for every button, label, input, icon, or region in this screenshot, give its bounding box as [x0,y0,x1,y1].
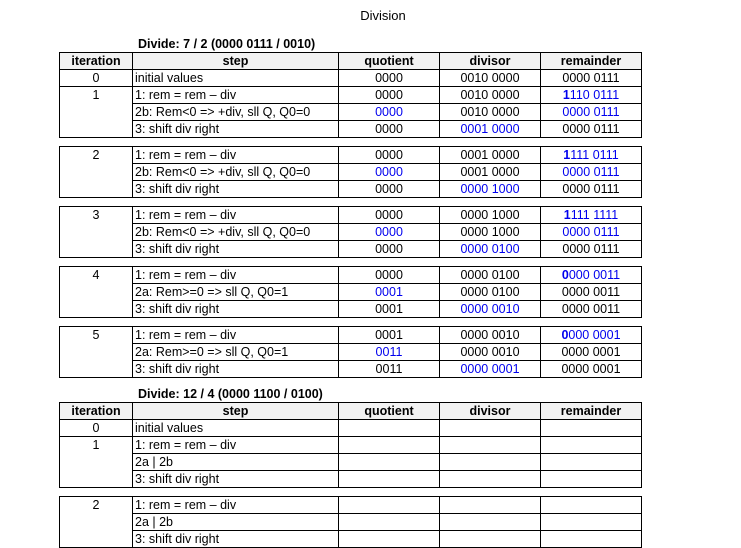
quotient-cell: 0000 [339,207,440,224]
divisor-cell: 0001 0000 [440,164,541,181]
remainder-cell [541,87,642,104]
table-row [60,437,642,454]
quotient-cell: 0000 [339,104,440,121]
divisor-cell: 0000 0010 [440,301,541,318]
step-cell: initial values [133,420,339,437]
remainder-rest: 000 0011 [568,268,621,282]
step-cell: 2a | 2b [133,454,339,471]
iteration-cell: 2 [60,147,133,198]
table-row [60,361,642,378]
quotient-cell[interactable] [339,437,440,454]
step-cell: 1: rem = rem – div [133,497,339,514]
step-cell: 1: rem = rem – div [133,147,339,164]
header-divisor: divisor [440,403,541,420]
remainder-cell: 0000 0011 [541,284,642,301]
divisor-cell[interactable] [440,437,541,454]
table-row [60,420,642,437]
table-row [60,147,642,164]
remainder-rest: 000 0001 [568,328,621,342]
remainder-cell: 0000 0111 [541,241,642,258]
remainder-cell: 0000 0111 [541,70,642,87]
table-row [60,284,642,301]
header-iteration: iteration [60,403,133,420]
header-row [60,403,642,420]
remainder-sign-bit: 1 [563,208,571,222]
quotient-cell: 0001 [339,327,440,344]
quotient-cell: 0000 [339,181,440,198]
iteration-cell: 4 [60,267,133,318]
step-cell: 3: shift div right [133,471,339,488]
quotient-cell: 0011 [339,361,440,378]
divisor-cell[interactable] [440,514,541,531]
table-row [60,301,642,318]
header-quotient: quotient [339,53,440,70]
step-cell: 2b: Rem<0 => +div, sll Q, Q0=0 [133,224,339,241]
remainder-cell[interactable] [541,514,642,531]
step-cell: 3: shift div right [133,181,339,198]
table-row [60,471,642,488]
table-row [60,87,642,104]
table-row [60,207,642,224]
remainder-cell [541,207,642,224]
divisor-cell: 0010 0000 [440,87,541,104]
quotient-cell[interactable] [339,514,440,531]
remainder-cell[interactable] [541,471,642,488]
remainder-cell: 0000 0001 [541,361,642,378]
table-row [60,164,642,181]
remainder-rest: 111 1111 [570,208,619,222]
quotient-cell: 0001 [339,284,440,301]
step-cell: 1: rem = rem – div [133,87,339,104]
divisor-cell[interactable] [440,454,541,471]
remainder-cell: 0000 0001 [541,344,642,361]
table-row [60,121,642,138]
header-iteration: iteration [60,53,133,70]
step-cell: 3: shift div right [133,301,339,318]
quotient-cell[interactable] [339,497,440,514]
division-table-1 [59,52,642,378]
header-step: step [133,53,339,70]
table2-caption: Divide: 12 / 4 (0000 1100 / 0100) [138,387,323,401]
quotient-cell: 0000 [339,224,440,241]
remainder-cell: 0000 0111 [541,121,642,138]
remainder-sign-bit: 0 [561,328,569,342]
step-cell: 2a: Rem>=0 => sll Q, Q0=1 [133,344,339,361]
remainder-cell [541,267,642,284]
step-cell: initial values [133,70,339,87]
quotient-cell: 0000 [339,164,440,181]
step-cell: 3: shift div right [133,241,339,258]
quotient-cell: 0001 [339,301,440,318]
table-row [60,241,642,258]
quotient-cell[interactable] [339,531,440,548]
quotient-cell: 0011 [339,344,440,361]
divisor-cell: 0000 1000 [440,224,541,241]
iteration-cell: 2 [60,497,133,548]
divisor-cell: 0000 0010 [440,344,541,361]
table-row [60,497,642,514]
step-cell: 3: shift div right [133,121,339,138]
quotient-cell: 0000 [339,147,440,164]
remainder-cell [541,327,642,344]
remainder-cell[interactable] [541,420,642,437]
table-row [60,344,642,361]
header-divisor: divisor [440,53,541,70]
remainder-cell[interactable] [541,454,642,471]
remainder-cell: 0000 0111 [541,181,642,198]
remainder-cell[interactable] [541,437,642,454]
step-cell: 2a: Rem>=0 => sll Q, Q0=1 [133,284,339,301]
iteration-cell: 3 [60,207,133,258]
remainder-cell[interactable] [541,497,642,514]
quotient-cell: 0000 [339,267,440,284]
table-row [60,454,642,471]
table1-caption: Divide: 7 / 2 (0000 0111 / 0010) [138,37,316,51]
iteration-cell: 0 [60,70,133,87]
header-remainder: remainder [541,53,642,70]
divisor-cell: 0000 0100 [440,284,541,301]
step-cell: 3: shift div right [133,361,339,378]
page-title: Division [360,8,406,23]
quotient-cell: 0000 [339,87,440,104]
quotient-cell[interactable] [339,420,440,437]
table-row [60,224,642,241]
iteration-cell: 1 [60,87,133,138]
step-cell: 2b: Rem<0 => +div, sll Q, Q0=0 [133,164,339,181]
divisor-cell[interactable] [440,420,541,437]
remainder-cell: 0000 0111 [541,164,642,181]
step-cell: 2a | 2b [133,514,339,531]
divisor-cell: 0000 0010 [440,327,541,344]
step-cell: 1: rem = rem – div [133,207,339,224]
divisor-cell[interactable] [440,497,541,514]
table-row [60,531,642,548]
divisor-cell: 0001 0000 [440,147,541,164]
table-row [60,267,642,284]
remainder-cell[interactable] [541,531,642,548]
divisor-cell: 0000 1000 [440,181,541,198]
division-table-2 [59,402,642,548]
table-row [60,514,642,531]
divisor-cell: 0000 0001 [440,361,541,378]
divisor-cell: 0000 0100 [440,241,541,258]
header-remainder: remainder [541,403,642,420]
quotient-cell: 0000 [339,241,440,258]
divisor-cell: 0010 0000 [440,70,541,87]
step-cell: 1: rem = rem – div [133,327,339,344]
remainder-cell [541,147,642,164]
header-quotient: quotient [339,403,440,420]
iteration-cell: 0 [60,420,133,437]
table-row [60,70,642,87]
step-cell: 1: rem = rem – div [133,437,339,454]
quotient-cell[interactable] [339,454,440,471]
divisor-cell[interactable] [440,471,541,488]
quotient-cell[interactable] [339,471,440,488]
table-row [60,181,642,198]
step-cell: 2b: Rem<0 => +div, sll Q, Q0=0 [133,104,339,121]
divisor-cell: 0000 0100 [440,267,541,284]
divisor-cell: 0010 0000 [440,104,541,121]
divisor-cell[interactable] [440,531,541,548]
remainder-cell: 0000 0111 [541,224,642,241]
step-cell: 1: rem = rem – div [133,267,339,284]
remainder-rest: 111 0111 [570,148,619,162]
step-cell: 3: shift div right [133,531,339,548]
remainder-cell: 0000 0111 [541,104,642,121]
remainder-cell: 0000 0011 [541,301,642,318]
divisor-cell: 0000 1000 [440,207,541,224]
quotient-cell: 0000 [339,70,440,87]
header-row [60,53,642,70]
table-row [60,104,642,121]
table-row [60,327,642,344]
header-step: step [133,403,339,420]
iteration-cell: 5 [60,327,133,378]
iteration-cell: 1 [60,437,133,488]
divisor-cell: 0001 0000 [440,121,541,138]
remainder-sign-bit: 1 [563,148,571,162]
quotient-cell: 0000 [339,121,440,138]
remainder-rest: 110 0111 [569,88,620,102]
remainder-sign-bit: 0 [561,268,569,282]
remainder-sign-bit: 1 [562,88,570,102]
